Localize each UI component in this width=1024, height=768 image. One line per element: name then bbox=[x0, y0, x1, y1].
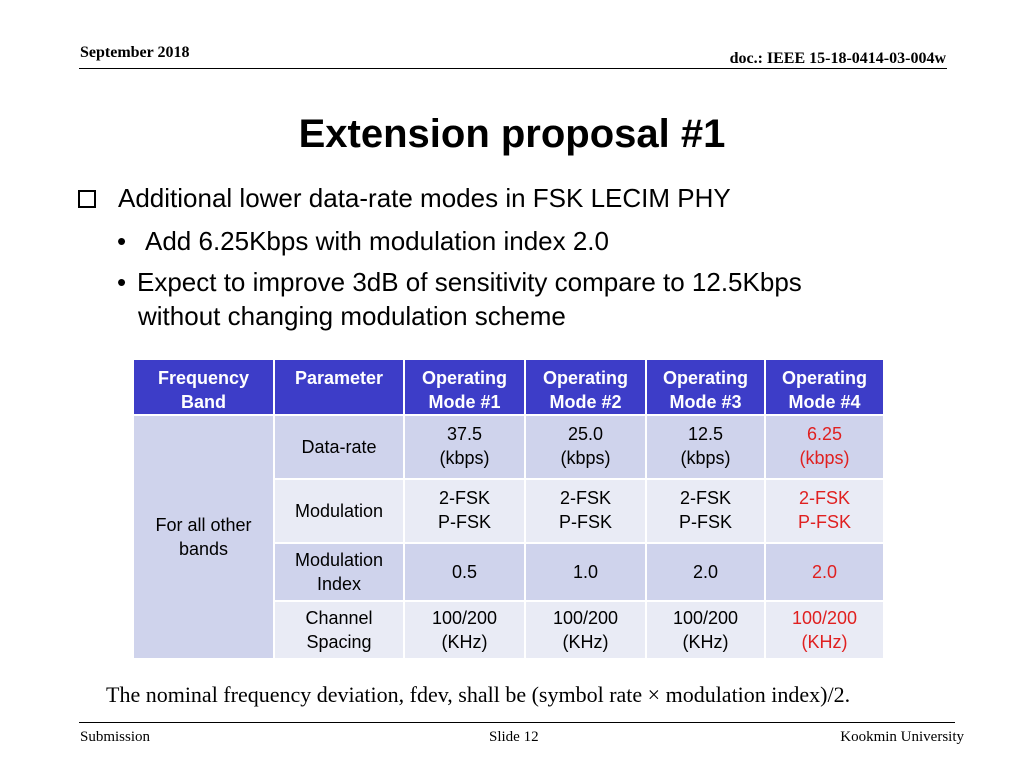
bullet-main bbox=[78, 183, 731, 214]
fdev-note: The nominal frequency deviation, fdev, shall be (symbol rate × modulation index)/2. bbox=[106, 682, 851, 707]
param-cell: Data-rate bbox=[274, 415, 404, 479]
slide-title: Extension proposal #1 bbox=[298, 112, 726, 156]
mode-3-cell: 2.0 bbox=[646, 543, 765, 601]
mode-2-cell: 100/200 (KHz) bbox=[525, 601, 646, 659]
mode-2-cell: 2-FSK P-FSK bbox=[525, 479, 646, 543]
header-doc-id: doc.: IEEE 15-18-0414-03-004w bbox=[729, 50, 946, 67]
bullet-sub-2 bbox=[117, 267, 802, 298]
mode-1-cell: 37.5 (kbps) bbox=[404, 415, 525, 479]
mode-3-cell: 12.5 (kbps) bbox=[646, 415, 765, 479]
param-cell: Modulation bbox=[274, 479, 404, 543]
table-row bbox=[133, 415, 884, 479]
table-header-row bbox=[133, 359, 884, 415]
mode-1-cell: 2-FSK P-FSK bbox=[404, 479, 525, 543]
band-cell: For all other bands bbox=[133, 415, 274, 659]
bullet-sub-2-cont: without changing modulation scheme bbox=[138, 301, 566, 331]
mode-1-cell: 100/200 (KHz) bbox=[404, 601, 525, 659]
mode-3-cell: 2-FSK P-FSK bbox=[646, 479, 765, 543]
dot-bullet-icon: • bbox=[117, 267, 127, 297]
mode-3-cell: 100/200 (KHz) bbox=[646, 601, 765, 659]
footer-divider bbox=[79, 722, 955, 723]
mode-1-cell: 0.5 bbox=[404, 543, 525, 601]
header-divider bbox=[79, 68, 947, 69]
header-parameter: Parameter bbox=[274, 359, 404, 415]
bullet-main-text: Additional lower data-rate modes in FSK LECIM PHY bbox=[118, 183, 731, 213]
bullet-sub-1 bbox=[117, 226, 609, 257]
mode-2-cell: 1.0 bbox=[525, 543, 646, 601]
footer-slide-number: Slide 12 bbox=[489, 729, 539, 745]
mode-4-cell: 2-FSK P-FSK bbox=[765, 479, 884, 543]
footer-submission: Submission bbox=[80, 729, 151, 745]
mode-2-cell: 25.0 (kbps) bbox=[525, 415, 646, 479]
dot-bullet-icon: • bbox=[117, 226, 127, 256]
bullet-sub-2-text: Expect to improve 3dB of sensitivity compare to 12.5Kbps bbox=[137, 267, 802, 297]
mode-4-cell: 100/200 (KHz) bbox=[765, 601, 884, 659]
param-cell: Modulation Index bbox=[274, 543, 404, 601]
bullet-sub-1-text: Add 6.25Kbps with modulation index 2.0 bbox=[145, 226, 609, 256]
header-frequency-band: Frequency Band bbox=[133, 359, 274, 415]
header-date: September 2018 bbox=[80, 44, 190, 61]
mode-4-cell: 6.25 (kbps) bbox=[765, 415, 884, 479]
mode-4-cell: 2.0 bbox=[765, 543, 884, 601]
parameters-table bbox=[132, 358, 885, 660]
header-mode-2: Operating Mode #2 bbox=[525, 359, 646, 415]
param-cell: Channel Spacing bbox=[274, 601, 404, 659]
header-mode-1: Operating Mode #1 bbox=[404, 359, 525, 415]
header-mode-4: Operating Mode #4 bbox=[765, 359, 884, 415]
footer-affiliation: Kookmin University bbox=[840, 729, 964, 745]
header-mode-3: Operating Mode #3 bbox=[646, 359, 765, 415]
checkbox-bullet-icon bbox=[78, 190, 96, 208]
